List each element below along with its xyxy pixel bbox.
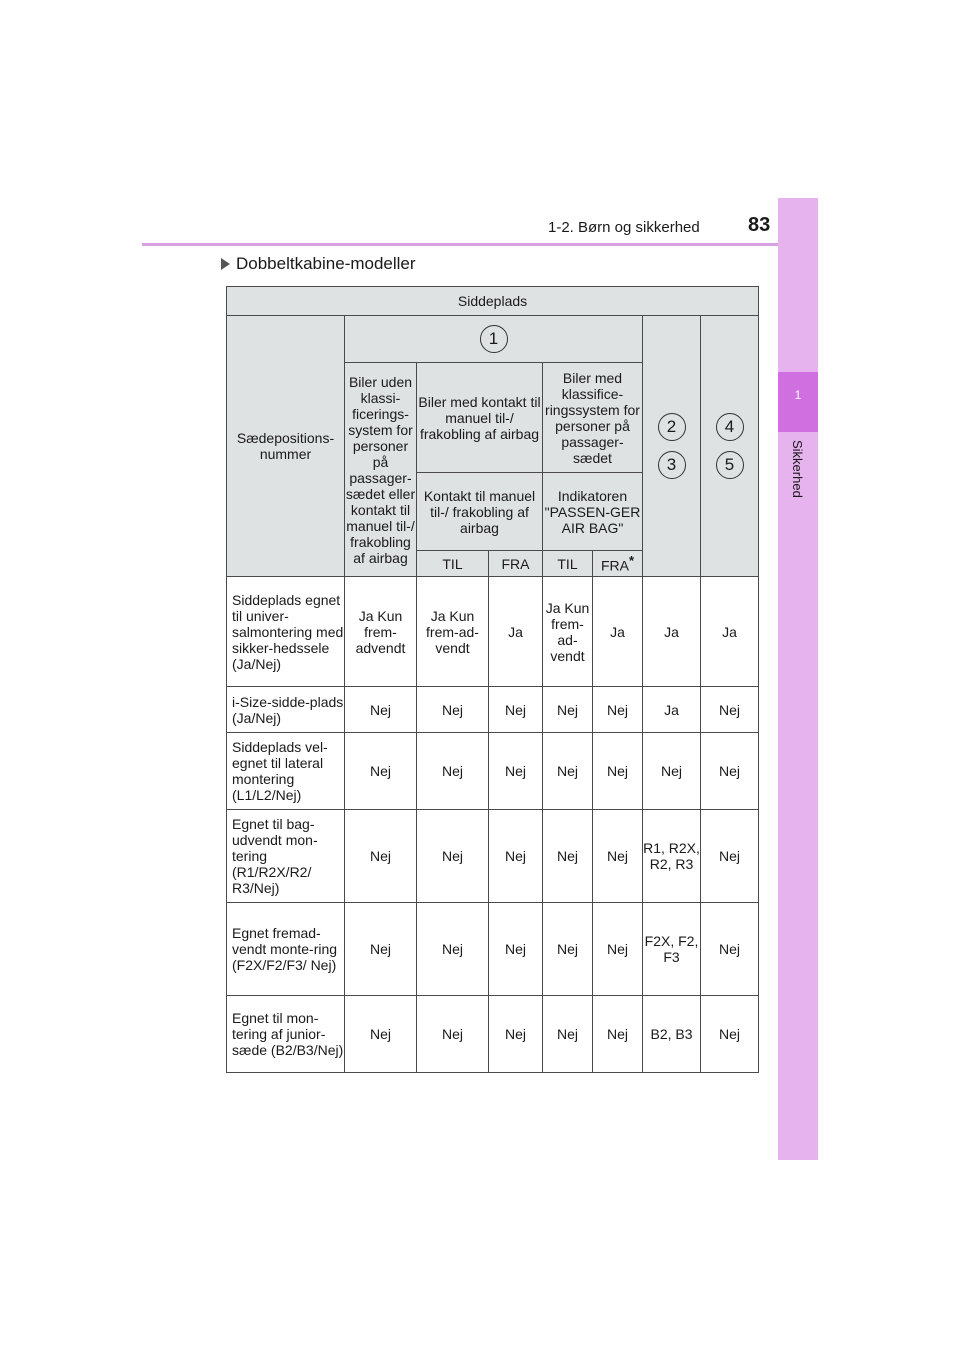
header-til-2: TIL: [543, 551, 593, 577]
table-cell: Nej: [489, 810, 543, 903]
triangle-bullet-icon: [221, 258, 230, 270]
header-indicator-sub: Indikatoren "PASSEN-GER AIR BAG": [543, 473, 643, 551]
header-classification-system: Biler med klassifice-ringssystem for personer på passager-sædet: [543, 363, 643, 473]
seat-4-number: 4: [716, 413, 744, 441]
seat-2-number: 2: [658, 413, 686, 441]
table-cell: Nej: [417, 733, 489, 810]
table-cell: Nej: [489, 733, 543, 810]
table-cell: Nej: [543, 903, 593, 996]
header-seat-position-number: Sædepositions-nummer: [227, 316, 345, 577]
chapter-tab-active[interactable]: [778, 372, 818, 432]
table-cell: Ja: [701, 577, 759, 687]
header-seat-1: [345, 316, 643, 363]
header-fra-2: FRA*: [593, 551, 643, 577]
row-label: i-Size-sidde-plads (Ja/Nej): [227, 687, 345, 733]
table-cell: Nej: [543, 733, 593, 810]
row-label: Siddeplads egnet til univer-salmontering med sikker-hedssele (Ja/Nej): [227, 577, 345, 687]
table-row: [227, 733, 759, 810]
table-cell: Nej: [701, 687, 759, 733]
table-cell: Nej: [643, 733, 701, 810]
seat-5-number: 5: [716, 451, 744, 479]
table-cell: Nej: [701, 810, 759, 903]
table-cell: Nej: [701, 903, 759, 996]
section-title: [221, 254, 416, 274]
table-cell: Nej: [593, 733, 643, 810]
table-cell: Nej: [345, 996, 417, 1073]
table-cell: Nej: [593, 810, 643, 903]
seat-3-number: 3: [658, 451, 686, 479]
table-cell: Ja: [643, 687, 701, 733]
seat-suitability-table: [226, 286, 759, 1073]
table-cell: Nej: [345, 903, 417, 996]
table-cell: Nej: [593, 996, 643, 1073]
table-row: [227, 903, 759, 996]
table-cell: Nej: [543, 687, 593, 733]
chapter-label: Sikkerhed: [790, 440, 805, 498]
table-row: [227, 810, 759, 903]
table-cell: F2X, F2, F3: [643, 903, 701, 996]
table-cell: Nej: [543, 996, 593, 1073]
table-cell: Nej: [489, 903, 543, 996]
table-cell: Nej: [345, 810, 417, 903]
table-cell: Nej: [417, 810, 489, 903]
table-cell: Ja Kun frem-ad-vendt: [543, 577, 593, 687]
table-row: [227, 577, 759, 687]
header-siddeplads: Siddeplads: [227, 287, 759, 316]
table-cell: Nej: [345, 733, 417, 810]
header-no-classification: Biler uden klassi-ficerings-system for personer på passager-sædet eller kontakt til manuel til-/ frakobling af airbag: [345, 363, 417, 577]
page-number: 83: [748, 214, 771, 236]
footnote-star: *: [628, 553, 635, 569]
chapter-side-tab: [778, 198, 818, 1160]
table-cell: Nej: [593, 687, 643, 733]
table-cell: Nej: [489, 996, 543, 1073]
section-title-text: Dobbeltkabine-modeller: [236, 254, 416, 273]
table-cell: Ja: [593, 577, 643, 687]
header-manual-switch-sub: Kontakt til manuel til-/ frakobling af airbag: [417, 473, 543, 551]
header-fra-1: FRA: [489, 551, 543, 577]
chapter-number: 1: [794, 388, 802, 402]
header-seat-4-5: [701, 316, 759, 577]
table-cell: Ja Kun frem-ad-vendt: [417, 577, 489, 687]
table-cell: B2, B3: [643, 996, 701, 1073]
table-cell: Nej: [701, 996, 759, 1073]
table-row: [227, 996, 759, 1073]
table-cell: Nej: [543, 810, 593, 903]
row-label: Egnet til mon-tering af junior-sæde (B2/B3/Nej): [227, 996, 345, 1073]
header-rule: [142, 243, 818, 246]
seat-1-number: 1: [480, 325, 508, 353]
table-cell: Nej: [417, 687, 489, 733]
row-label: Egnet fremad-vendt monte-ring (F2X/F2/F3/ Nej): [227, 903, 345, 996]
header-til-1: TIL: [417, 551, 489, 577]
row-label: Egnet til bag-udvendt mon-tering (R1/R2X/R2/ R3/Nej): [227, 810, 345, 903]
table-cell: Nej: [593, 903, 643, 996]
header-section-title: 1-2. Børn og sikkerhed: [548, 219, 700, 236]
table-row: [227, 687, 759, 733]
table-cell: Nej: [417, 996, 489, 1073]
table-cell: R1, R2X, R2, R3: [643, 810, 701, 903]
table-cell: Nej: [417, 903, 489, 996]
table-cell: Ja: [643, 577, 701, 687]
row-label: Siddeplads vel-egnet til lateral montering (L1/L2/Nej): [227, 733, 345, 810]
table-cell: Nej: [489, 687, 543, 733]
table-cell: Nej: [701, 733, 759, 810]
header-manual-switch: Biler med kontakt til manuel til-/ frakobling af airbag: [417, 363, 543, 473]
header-seat-2-3: [643, 316, 701, 577]
table-cell: Nej: [345, 687, 417, 733]
table-cell: Ja Kun frem-advendt: [345, 577, 417, 687]
table-cell: Ja: [489, 577, 543, 687]
